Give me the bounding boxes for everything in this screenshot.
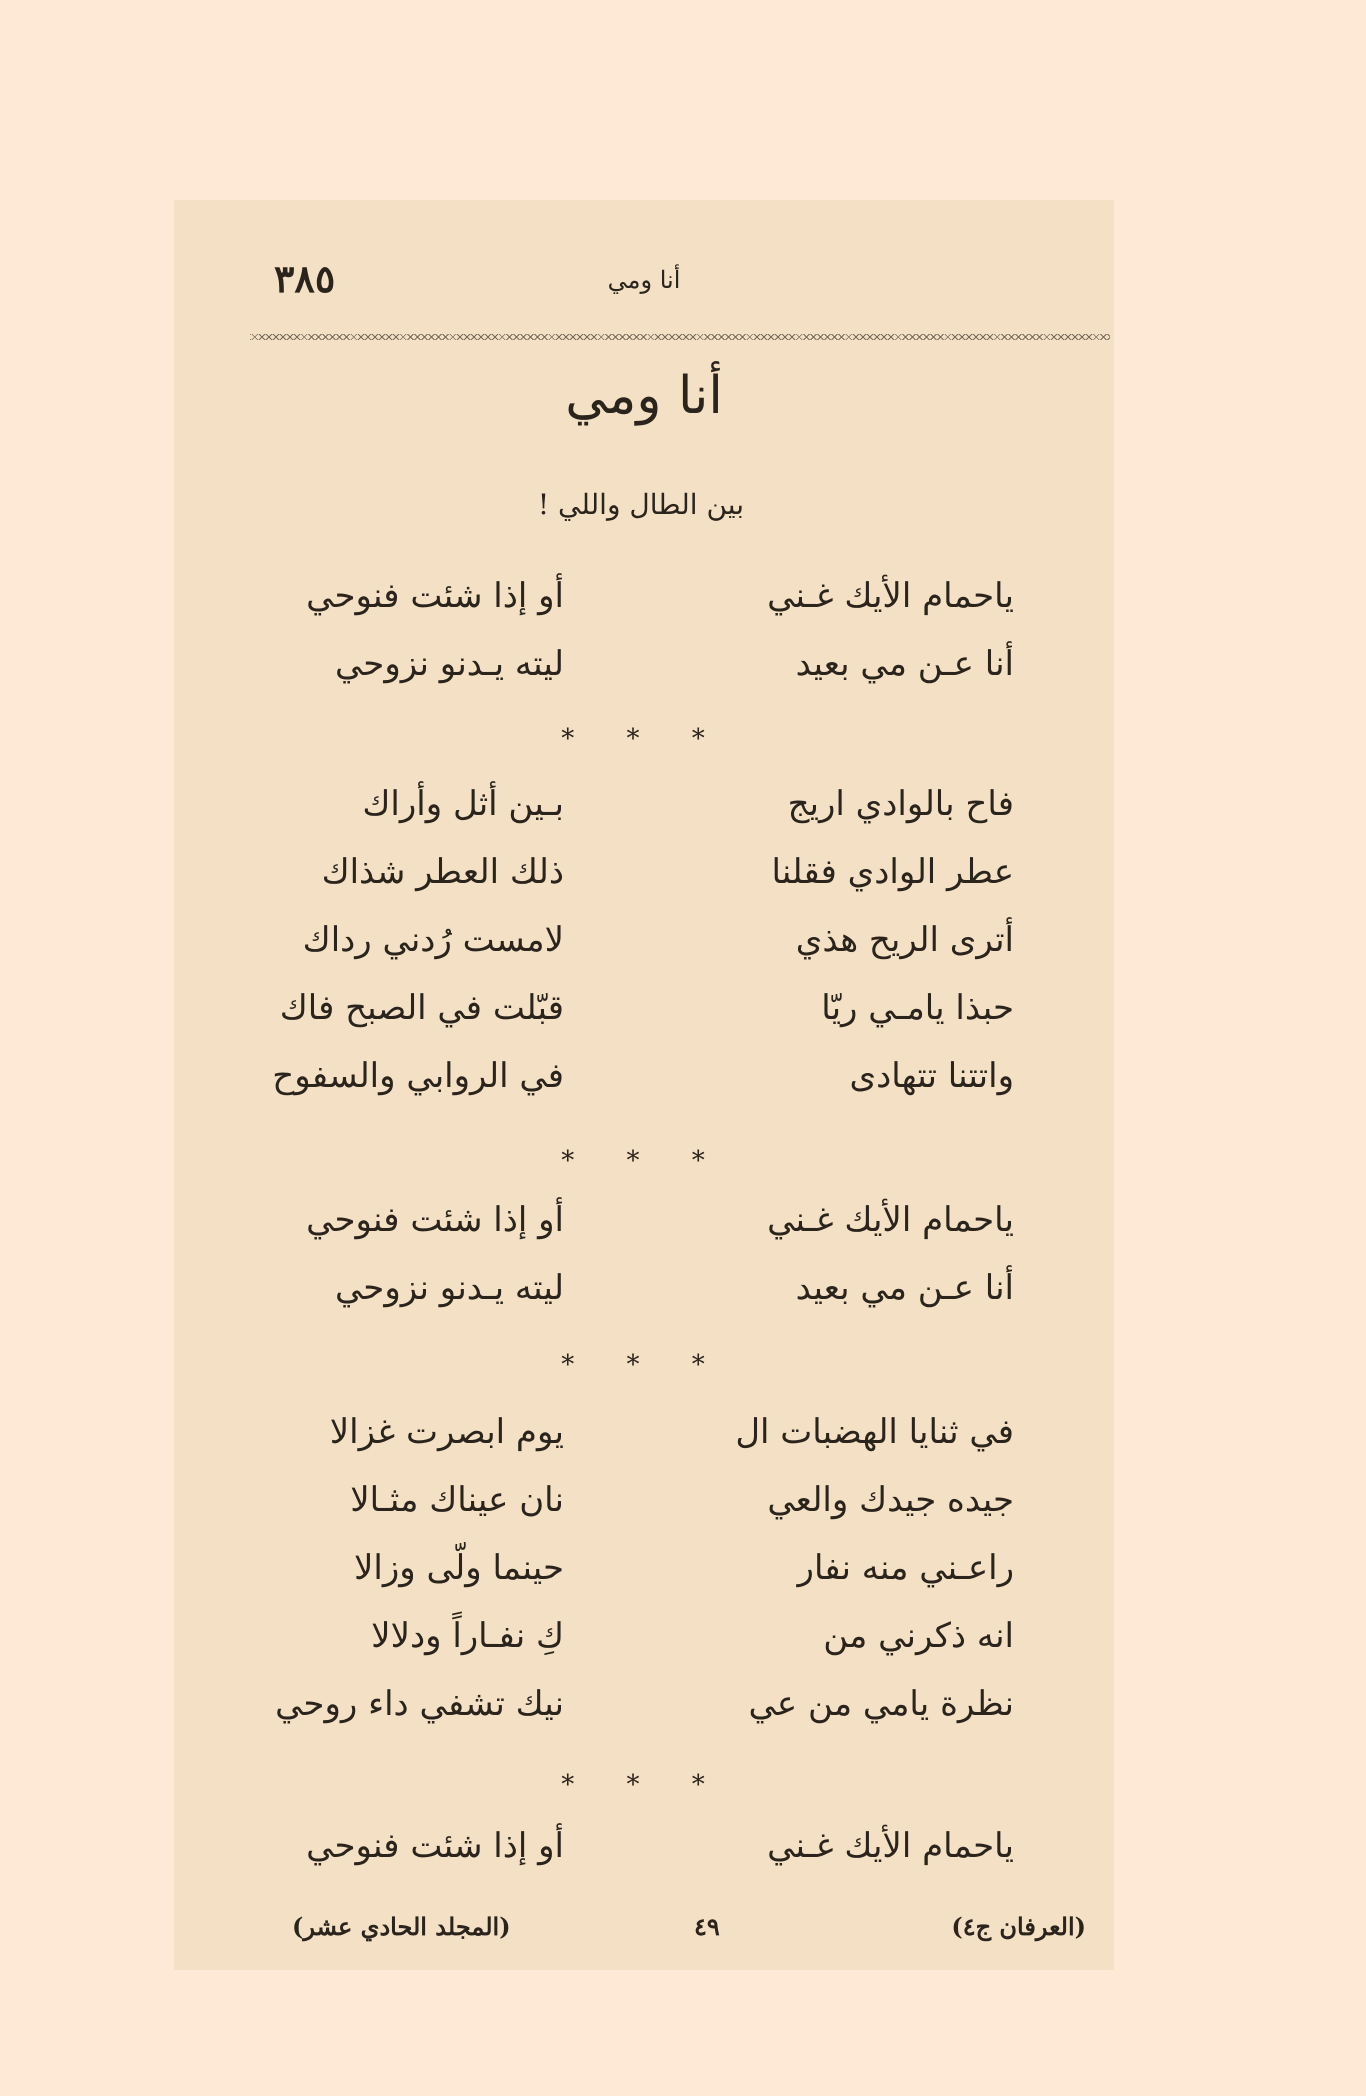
second-hemistich: ليته يـدنو نزوحي xyxy=(334,644,564,684)
second-hemistich: قبّلت في الصبح فاك xyxy=(279,988,564,1028)
verse-line xyxy=(174,1412,1114,1480)
verse-line xyxy=(174,1268,1114,1336)
first-hemistich: في ثنايا الهضبات ال xyxy=(735,1412,1014,1452)
first-hemistich: ياحمام الأيك غـني xyxy=(767,1200,1014,1240)
stanza-separator: * * * xyxy=(561,1770,727,1800)
first-hemistich: أنا عـن مي بعيد xyxy=(795,644,1014,684)
second-hemistich: لامست رُدني رداك xyxy=(302,920,564,960)
second-hemistich: ليته يـدنو نزوحي xyxy=(334,1268,564,1308)
first-hemistich: أنا عـن مي بعيد xyxy=(795,1268,1014,1308)
verse-line xyxy=(174,1684,1114,1752)
first-hemistich: عطر الوادي فقلنا xyxy=(771,852,1014,892)
second-hemistich: ذلك العطر شذاك xyxy=(321,852,564,892)
first-hemistich: فاح بالوادي اريج xyxy=(787,784,1014,824)
second-hemistich: حينما ولّى وزالا xyxy=(354,1548,564,1588)
first-hemistich: واتتنا تتهادى xyxy=(849,1056,1014,1096)
poem-title: أنا ومي xyxy=(565,366,723,426)
verse-line xyxy=(174,644,1114,712)
second-hemistich: أو إذا شئت فنوحي xyxy=(306,576,564,616)
stanza-4 xyxy=(174,1412,1114,1752)
second-hemistich: بـين أثل وأراك xyxy=(362,784,564,824)
running-title: أنا ومي xyxy=(607,266,681,294)
signature-mark: ٤٩ xyxy=(694,1912,720,1941)
stanza-5 xyxy=(174,1826,1114,1894)
verse-line xyxy=(174,1200,1114,1268)
second-hemistich: كِ نفـاراً ودلالا xyxy=(371,1616,564,1656)
verse-line xyxy=(174,576,1114,644)
page-number: ٣٨٥ xyxy=(274,256,336,301)
first-hemistich: راعـني منه نفار xyxy=(797,1548,1014,1588)
second-hemistich: أو إذا شئت فنوحي xyxy=(306,1826,564,1866)
volume-label: (المجلد الحادي عشر) xyxy=(292,1912,511,1941)
second-hemistich: يوم ابصرت غزالا xyxy=(329,1412,564,1452)
second-hemistich: في الروابي والسفوح xyxy=(272,1056,564,1096)
poem-subtitle: بين الطال واللي ! xyxy=(537,488,744,521)
stanza-separator: * * * xyxy=(561,1350,727,1380)
journal-label: (العرفان ج٤) xyxy=(951,1912,1086,1941)
first-hemistich: ياحمام الأيك غـني xyxy=(767,576,1014,616)
page-header xyxy=(174,256,1114,316)
wavy-divider xyxy=(250,334,1110,340)
second-hemistich: أو إذا شئت فنوحي xyxy=(306,1200,564,1240)
second-hemistich: نان عيناك مثـالا xyxy=(350,1480,564,1520)
first-hemistich: أترى الريح هذي xyxy=(795,920,1014,960)
second-hemistich: نيك تشفي داء روحي xyxy=(275,1684,564,1724)
verse-line xyxy=(174,1826,1114,1894)
verse-line xyxy=(174,852,1114,920)
first-hemistich: ياحمام الأيك غـني xyxy=(767,1826,1014,1866)
verse-line xyxy=(174,1616,1114,1684)
first-hemistich: نظرة يامي من عي xyxy=(748,1684,1014,1724)
first-hemistich: جيده جيدك والعي xyxy=(767,1480,1014,1520)
verse-line xyxy=(174,1480,1114,1548)
stanza-separator: * * * xyxy=(561,1146,727,1176)
verse-line xyxy=(174,784,1114,852)
verse-line xyxy=(174,1548,1114,1616)
stanza-3 xyxy=(174,1200,1114,1336)
stanza-separator: * * * xyxy=(561,724,727,754)
journal-page xyxy=(174,200,1114,1970)
first-hemistich: انه ذكرني من xyxy=(823,1616,1014,1656)
stanza-2 xyxy=(174,784,1114,1124)
verse-line xyxy=(174,1056,1114,1124)
stanza-1 xyxy=(174,576,1114,712)
verse-line xyxy=(174,988,1114,1056)
first-hemistich: حبذا يامـي ريّا xyxy=(821,988,1014,1028)
verse-line xyxy=(174,920,1114,988)
page-footer xyxy=(174,1912,1114,1952)
